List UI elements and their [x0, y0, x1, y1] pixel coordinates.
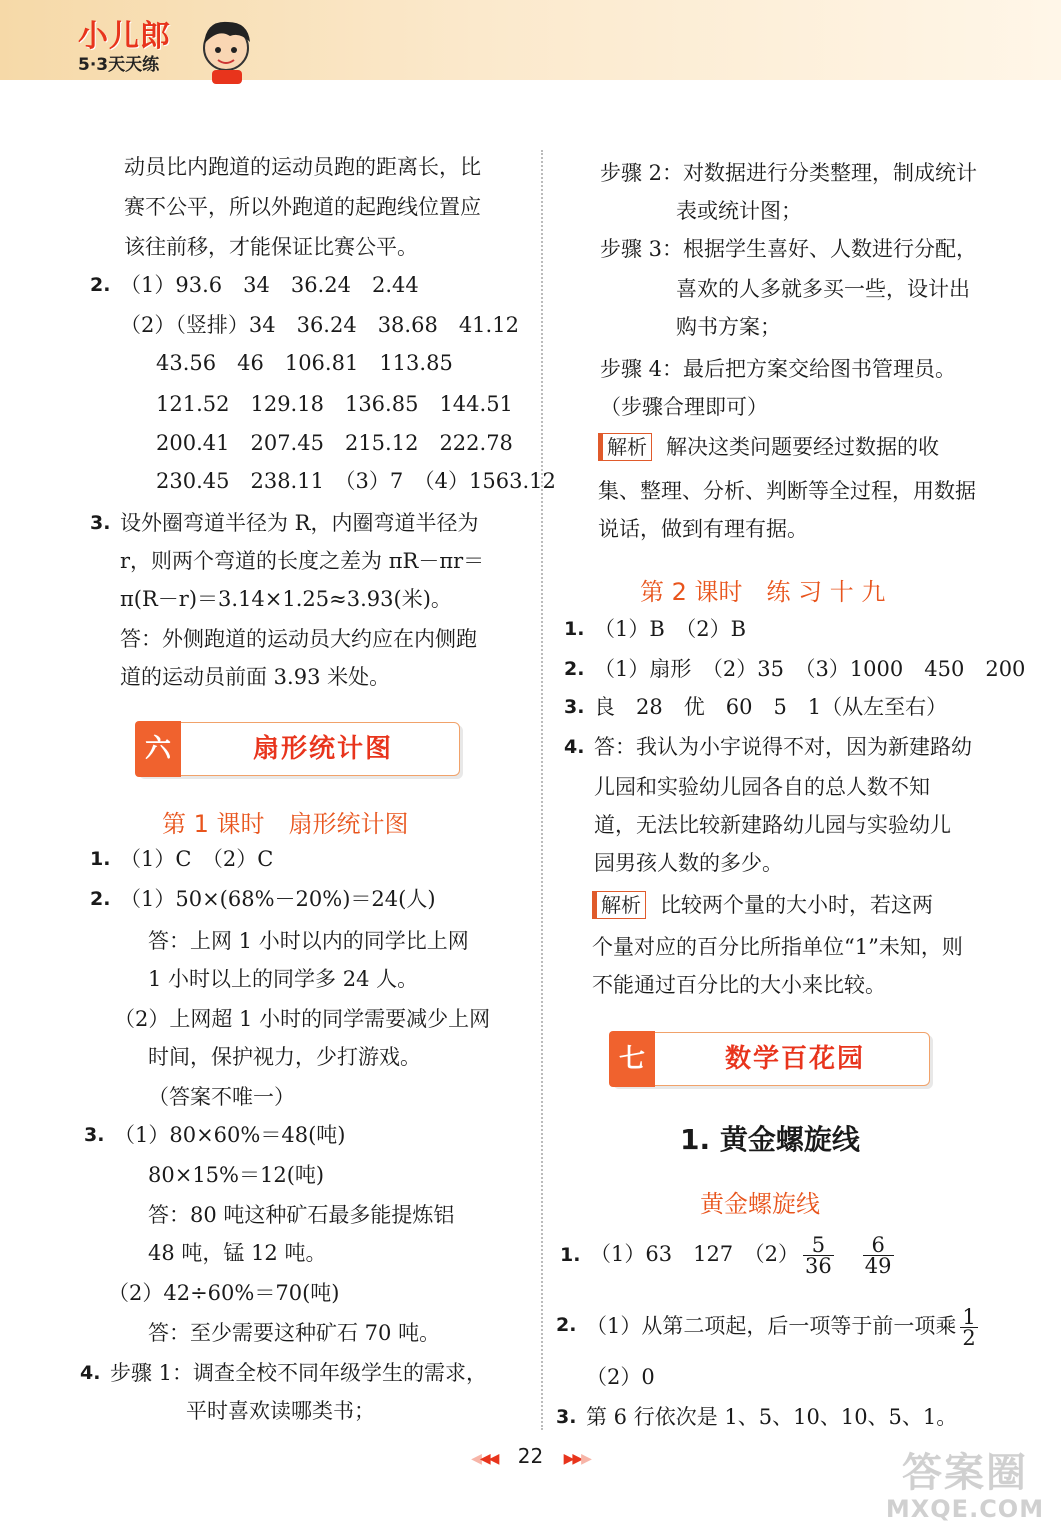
analysis-block: [598, 432, 939, 462]
answer-line: （2）42÷60%＝70(吨): [108, 1281, 340, 1305]
watermark-title: 答案圈: [902, 1450, 1028, 1496]
answer-line: 80×15%＝12(吨): [148, 1163, 325, 1187]
answer-line: 121.52 129.18 136.85 144.51: [156, 392, 513, 416]
fraction-denominator: 49: [864, 1254, 892, 1278]
answer-line: 答：外侧跑道的运动员大约应在内侧跑: [120, 627, 477, 651]
answer-line: 第 6 行依次是 1、5、10、10、5、1。: [586, 1405, 958, 1429]
answer-line: 230.45 238.11 （3）7 （4）1563.12: [156, 469, 556, 493]
question-number: 1.: [564, 618, 585, 640]
answer-line: 道的运动员前面 3.93 米处。: [120, 665, 391, 689]
mascot-icon: [196, 14, 258, 86]
intro-line: 该往前移，才能保证比赛公平。: [124, 235, 418, 259]
question-number: 1.: [90, 848, 111, 870]
analysis-text: 不能通过百分比的大小来比较。: [592, 973, 886, 997]
answer-line: 48 吨，锰 12 吨。: [148, 1241, 327, 1265]
lesson-title: 第 1 课时 扇形统计图: [162, 810, 409, 838]
answer-line: 1 小时以上的同学多 24 人。: [148, 967, 419, 991]
answer-line: （1）C （2）C: [120, 847, 274, 871]
fraction: [803, 1235, 834, 1276]
fraction: [863, 1235, 894, 1276]
answer-line: （答案不唯一）: [148, 1085, 295, 1109]
step-line: 喜欢的人多就多买一些，设计出: [676, 277, 970, 301]
lesson-title: 第 2 课时 练 习 十 九: [640, 578, 886, 606]
watermark-url: MXQE.COM: [885, 1495, 1045, 1523]
fraction-numerator: 1: [962, 1305, 976, 1329]
intro-line: 动员比内跑道的运动员跑的距离长，比: [124, 155, 481, 179]
question-number: 4.: [80, 1362, 101, 1384]
answer-line: （2）（竖排）34 36.24 38.68 41.12: [120, 313, 519, 337]
answer-line: （2）0: [586, 1365, 655, 1389]
question-number: 3.: [90, 512, 111, 534]
answer-line: [590, 1232, 898, 1276]
column-divider: [541, 150, 543, 1430]
answer-line: 步骤 1：调查全校不同年级学生的需求，: [110, 1361, 488, 1385]
analysis-text: 个量对应的百分比所指单位“1”未知，则: [592, 935, 963, 959]
brand-title: 小儿郎: [78, 19, 171, 54]
fraction-numerator: 5: [803, 1235, 834, 1256]
answer-line: （1）50×(68%－20%)＝24(人): [120, 887, 436, 911]
answer-line: （2）上网超 1 小时的同学需要减少上网: [114, 1007, 491, 1031]
question-number: 2.: [90, 274, 111, 296]
answer-line: 道，无法比较新建路幼儿园与实验幼儿: [594, 813, 951, 837]
answer-line: 设外圈弯道半径为 R，内圈弯道半径为: [120, 511, 479, 535]
section-tag: 七: [609, 1031, 655, 1087]
step-line: 步骤 4：最后把方案交给图书管理员。: [600, 357, 957, 381]
answer-text: （1）63 127 （2）: [590, 1242, 800, 1266]
answer-line: （1）93.6 34 36.24 2.44: [120, 273, 419, 297]
answer-line: 儿园和实验幼儿园各自的总人数不知: [594, 775, 930, 799]
question-number: 1.: [560, 1244, 581, 1266]
prev-arrows-icon: ◀◀◀: [471, 1451, 498, 1467]
answer-line: 园男孩人数的多少。: [594, 851, 783, 875]
brand-logo: [78, 20, 171, 76]
analysis-text: 比较两个量的大小时，若这两: [660, 893, 933, 917]
step-line: 购书方案；: [676, 315, 781, 339]
answer-line: 答：至少需要这种矿石 70 吨。: [148, 1321, 441, 1345]
fraction-denominator: 2: [962, 1326, 976, 1350]
analysis-block: [592, 890, 933, 920]
question-number: 4.: [564, 736, 585, 758]
brand-series: 5·3天天练: [78, 55, 160, 75]
answer-line: 平时喜欢读哪类书；: [186, 1399, 375, 1423]
question-number: 2.: [90, 888, 111, 910]
question-number: 3.: [84, 1124, 105, 1146]
analysis-label: 解析: [598, 433, 652, 461]
answer-line: [586, 1304, 982, 1348]
answer-line: π(R－r)＝3.14×1.25≈3.93(米)。: [120, 587, 452, 611]
analysis-label: 解析: [592, 891, 646, 919]
answer-line: 时间，保护视力，少打游戏。: [148, 1045, 421, 1069]
analysis-text: 说话，做到有理有据。: [598, 517, 808, 541]
answer-text: （1）从第二项起，后一项等于前一项乘: [586, 1314, 957, 1338]
section-header-7: [610, 1032, 930, 1086]
analysis-text: 解决这类问题要经过数据的收: [666, 435, 939, 459]
analysis-text: 集、整理、分析、判断等全过程，用数据: [598, 479, 976, 503]
answer-line: 答：我认为小宇说得不对，因为新建路幼: [594, 735, 972, 759]
question-number: 2.: [556, 1314, 577, 1336]
question-number: 2.: [564, 658, 585, 680]
answer-line: 200.41 207.45 215.12 222.78: [156, 431, 513, 455]
lesson-title: 黄金螺旋线: [700, 1190, 820, 1218]
answer-line: r，则两个弯道的长度之差为 πR－πr＝: [120, 549, 485, 573]
step-line: （步骤合理即可）: [600, 395, 768, 419]
answer-line: 43.56 46 106.81 113.85: [156, 351, 453, 375]
answer-line: 答：80 吨这种矿石最多能提炼铝: [148, 1203, 455, 1227]
watermark: [880, 1450, 1050, 1530]
answer-line: （1）80×60%＝48(吨): [114, 1123, 346, 1147]
fraction-numerator: 6: [863, 1235, 894, 1256]
question-number: 3.: [564, 696, 585, 718]
fraction: [960, 1307, 977, 1348]
topic-title: 1. 黄金螺旋线: [680, 1123, 860, 1156]
answer-line: （1）扇形 （2）35 （3）1000 450 200: [594, 657, 1026, 681]
section-title: 数学百花园: [724, 1044, 865, 1074]
intro-line: 赛不公平，所以外跑道的起跑线位置应: [124, 195, 481, 219]
fraction-denominator: 36: [805, 1254, 832, 1278]
answer-line: （1）B （2）B: [594, 617, 747, 641]
next-arrows-icon: ▶▶▶: [563, 1451, 590, 1467]
step-line: 步骤 2：对数据进行分类整理，制成统计: [600, 161, 978, 185]
section-tag: 六: [135, 721, 181, 777]
page-number: 22: [517, 1444, 544, 1468]
step-line: 步骤 3：根据学生喜好、人数进行分配，: [600, 237, 978, 261]
question-number: 3.: [556, 1406, 577, 1428]
step-line: 表或统计图；: [676, 199, 802, 223]
answer-line: 良 28 优 60 5 1（从左至右）: [594, 695, 948, 719]
answer-line: 答：上网 1 小时以内的同学比上网: [148, 929, 469, 953]
section-header-6: [136, 722, 460, 776]
section-title: 扇形统计图: [252, 734, 393, 764]
